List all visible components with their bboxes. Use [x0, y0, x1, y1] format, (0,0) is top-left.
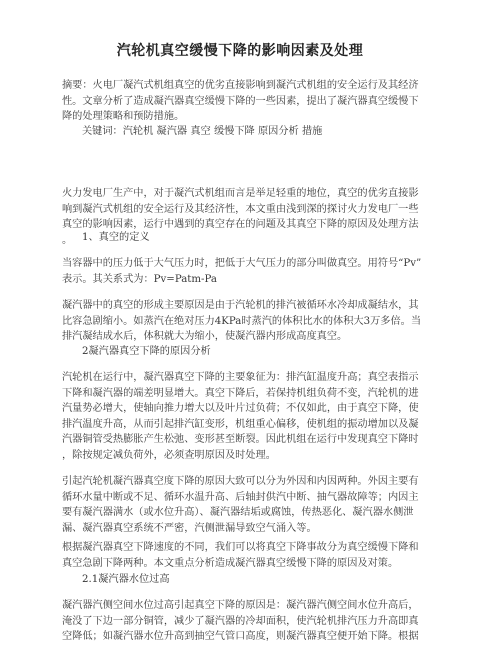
condenser-paragraph	[62, 298, 422, 345]
abstract-line: 性。文章分析了造成凝汽器真空缓慢下降的一些因素，提出了凝汽器真空缓慢下	[62, 95, 419, 107]
section-2-body	[62, 370, 422, 463]
paragraph-line: 漏、凝汽器真空系统不严密，汽侧泄漏导致空气涌入等。	[62, 522, 317, 534]
paragraph-line: 引起汽轮机凝汽器真空度下降的原因大致可以分为外因和内因两种。外因主要有	[62, 476, 419, 487]
paragraph-line: 比容急剧缩小。如蒸汽在绝对压力4KPa时蒸汽的体积比水的体积大3万多倍。当	[62, 315, 422, 327]
abstract	[62, 78, 422, 125]
speed-paragraph	[62, 540, 422, 571]
paragraph-line: 当容器中的压力低于大气压力时，把低于大气压力的部分叫做真空。用符号“Pv”	[62, 258, 422, 269]
paragraph-line: ，除按规定减负荷外，必须查明原因及时处理。	[62, 449, 276, 461]
paragraph-line: 循环水量中断或不足、循环水温升高、后轴封供汽中断、抽气器故障等；内因主	[62, 491, 419, 503]
paragraph-line: 响到凝汽式机组的安全运行及其经济性，本文重由浅到深的探讨火力发电厂一些	[62, 203, 419, 215]
paragraph-line: 真空的影响因素，运行中遇到的真空存在的问题及其真空下降的原因及处理方法	[62, 219, 419, 230]
paragraph-line: 汽量势必增大，使轴向推力增大以及叶片过负荷；不仅如此，由于真空下降，使	[62, 403, 419, 414]
section-1-body	[62, 256, 422, 287]
section-heading-1: 1、真空的定义	[82, 232, 150, 243]
paragraph-line: 凝汽器汽侧空间水位过高引起真空下降的原因是：凝汽器汽侧空间水位升高后，	[62, 600, 419, 611]
paragraph-line: 汽器铜管受热膨胀产生松弛、变形甚至断裂。因此机组在运行中发现真空下降时	[62, 434, 419, 445]
paragraph-line: 下降和凝汽器的端差明显增大。真空下降后，若保持机组负荷不变，汽轮机的进	[62, 387, 419, 399]
paragraph-line: 汽轮机在运行中，凝汽器真空下降的主要象征为：排汽缸温度升高；真空表指示	[62, 372, 419, 383]
causes-paragraph	[62, 474, 422, 536]
abstract-line: 降的处理策略和预防措施。	[62, 111, 185, 122]
paragraph-line: 排汽温度升高，从而引起排汽缸变形，机组重心偏移，使机组的振动增加以及凝	[62, 418, 419, 430]
paragraph-line: 排汽凝结成水后，体积就大为缩小，使凝汽器内形成高度真空。	[62, 331, 348, 342]
section-heading-2-1: 2.1凝汽器水位过高	[82, 574, 170, 585]
page-title: 汽轮机真空缓慢下降的影响因素及处理	[116, 43, 364, 59]
abstract-line: 摘要：火电厂凝汽式机组真空的优劣直接影响到凝汽式机组的安全运行及其经济	[62, 80, 419, 91]
keywords: 关键词：汽轮机 凝汽器 真空 缓慢下降 原因分析 措施	[82, 126, 323, 137]
paragraph-line: 要有凝汽器满水（或水位升高）、凝汽器结垢或腐蚀，传热恶化、凝汽器水侧泄	[62, 507, 414, 518]
paragraph-line: 淹没了下边一部分铜管，减少了凝汽器的冷却面积，使汽轮机排汽压力升高即真	[62, 615, 419, 627]
paragraph-line: 根据凝汽器真空下降速度的不同，我们可以将真空下降事故分为真空缓慢下降和	[62, 542, 419, 553]
paragraph-line: 空降低；如凝汽器水位升高到抽空气管口高度，则凝汽器真空便开始下降。根据	[62, 631, 419, 642]
paragraph-line: 表示。其关系式为：Pv=Patm-Pa	[62, 273, 217, 285]
section-2-1-body	[62, 598, 422, 645]
paragraph-line: 真空急剧下降两种。本文重点分析造成凝汽器真空缓慢下降的原因及对策。	[62, 557, 399, 569]
section-heading-2: 2凝汽器真空下降的原因分析	[82, 346, 211, 357]
paragraph-line: 凝汽器中的真空的形成主要原因是由于汽轮机的排汽被循环水冷却成凝结水，其	[62, 300, 419, 311]
paragraph-line: 。	[62, 234, 73, 246]
paragraph-line: 火力发电厂生产中，对于凝汽式机组而言是举足轻重的地位，真空的优劣直接影	[62, 188, 419, 199]
